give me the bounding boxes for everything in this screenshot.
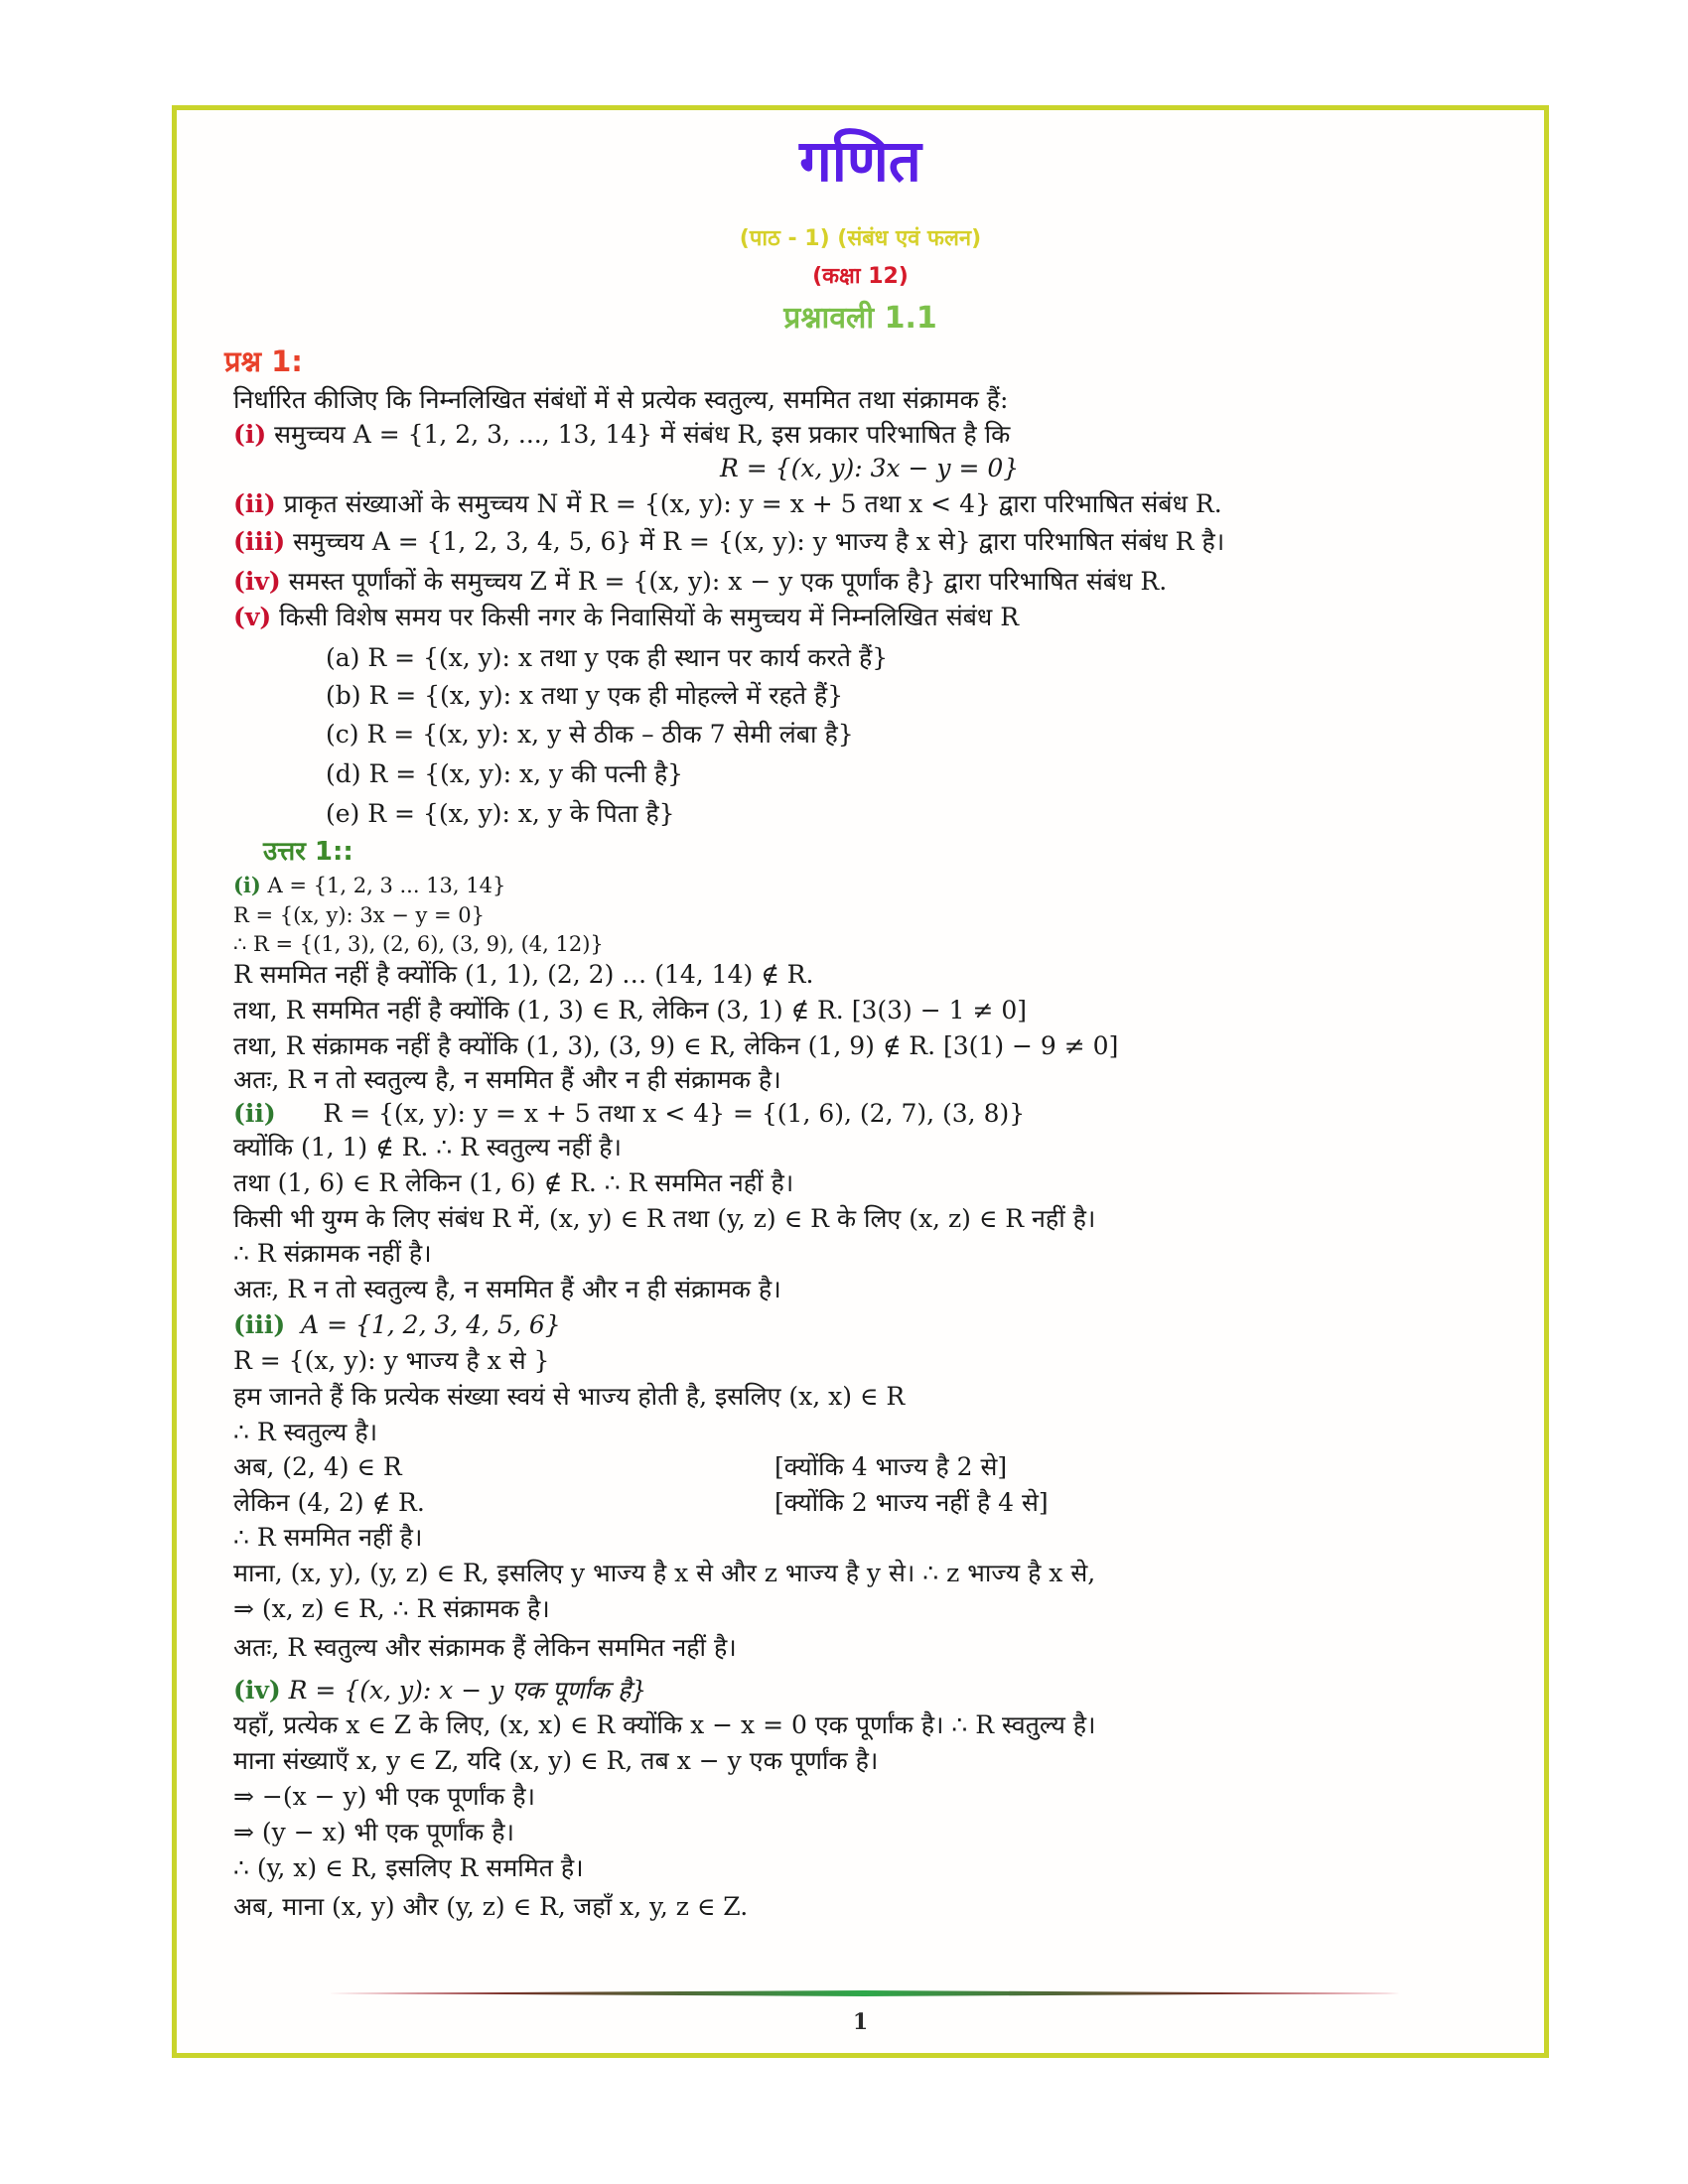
- answer-i-line: (i) A = {1, 2, 3 ... 13, 14}: [233, 873, 506, 897]
- subpart-b: (b) R = {(x, y): x तथा y एक ही मोहल्ले में रहते हैं}: [326, 681, 844, 710]
- answer-ii-line: क्योंकि (1, 1) ∉ R. ∴ R स्वतुल्य नहीं है।: [233, 1133, 622, 1161]
- part-text: समुच्चय A = {1, 2, 3, ..., 13, 14} में संबंध R, इस प्रकार परिभाषित है कि: [274, 420, 1011, 449]
- answer-iii-note: [क्योंकि 4 भाज्य है 2 से]: [774, 1452, 1008, 1481]
- part-text: समुच्चय A = {1, 2, 3, 4, 5, 6} में R = {(x, y): y भाज्य है x से} द्वारा परिभाषित संबंध R है।: [293, 527, 1225, 556]
- question-part-i-relation: R = {(x, y): 3x − y = 0}: [720, 454, 1020, 482]
- answer-iii-line: लेकिन (4, 2) ∉ R.: [233, 1488, 425, 1517]
- question-part-iv: [233, 566, 1167, 598]
- answer-i-line: अतः, R न तो स्वतुल्य है, न सममित हैं और न ही संक्रामक है।: [233, 1065, 781, 1094]
- answer-heading: उत्तर 1::: [263, 837, 353, 867]
- page-number: 1: [852, 2009, 869, 2035]
- question-heading: प्रश्न 1:: [224, 344, 303, 378]
- answer-iii-line: अतः, R स्वतुल्य और संक्रामक हैं लेकिन सममित नहीं है।: [233, 1633, 737, 1662]
- answer-i-line: तथा, R संक्रामक नहीं है क्योंकि (1, 3), (3, 9) ∈ R, लेकिन (1, 9) ∉ R. [3(1) − 9 ≠ 0]: [233, 1031, 1119, 1060]
- answer-iv-line: ⇒ (y − x) भी एक पूर्णांक है।: [233, 1818, 515, 1846]
- answer-ii-line: ∴ R संक्रामक नहीं है।: [233, 1239, 432, 1268]
- answer-iv-line: माना संख्याएँ x, y ∈ Z, यदि (x, y) ∈ R, तब x − y एक पूर्णांक है।: [233, 1746, 879, 1775]
- part-label: (iii): [233, 527, 286, 556]
- answer-iv-line: अब, माना (x, y) और (y, z) ∈ R, जहाँ x, y, z ∈ Z.: [233, 1892, 749, 1921]
- page-title: गणित: [799, 127, 921, 195]
- answer-iii-line: हम जानते हैं कि प्रत्येक संख्या स्वयं से भाज्य होती है, इसलिए (x, x) ∈ R: [233, 1382, 906, 1411]
- part-label: (iv): [233, 567, 281, 596]
- question-part-ii: [233, 488, 1222, 520]
- exercise-heading: प्रश्नावली 1.1: [783, 301, 937, 336]
- answer-i-line: R = {(x, y): 3x − y = 0}: [233, 903, 485, 927]
- answer-i-line: R सममित नहीं है क्योंकि (1, 1), (2, 2) … (14, 14) ∉ R.: [233, 960, 814, 989]
- answer-ii-line: किसी भी युग्म के लिए संबंध R में, (x, y) ∈ R तथा (y, z) ∈ R के लिए (x, z) ∈ R नहीं है।: [233, 1204, 1096, 1233]
- answer-iii-note: [क्योंकि 2 भाज्य नहीं है 4 से]: [774, 1488, 1049, 1517]
- answer-ii-line: (ii) R = {(x, y): y = x + 5 तथा x < 4} = {(1, 6), (2, 7), (3, 8)}: [233, 1099, 1026, 1128]
- part-text: किसी विशेष समय पर किसी नगर के निवासियों के समुच्चय में निम्नलिखित संबंध R: [279, 603, 1020, 631]
- answer-iii-line: ∴ R सममित नहीं है।: [233, 1523, 423, 1552]
- answer-iii-line: ⇒ (x, z) ∈ R, ∴ R संक्रामक है।: [233, 1594, 550, 1623]
- part-label: (ii): [233, 1099, 276, 1128]
- part-label: (i): [233, 873, 261, 897]
- answer-iv-line: (iv) R = {(x, y): x − y एक पूर्णांक है}: [233, 1676, 647, 1705]
- part-text: प्राकृत संख्याओं के समुच्चय N में R = {(x, y): y = x + 5 तथा x < 4} द्वारा परिभाषित संबंध R.: [283, 489, 1222, 518]
- part-label: (iv): [233, 1676, 281, 1705]
- answer-iii-line: ∴ R स्वतुल्य है।: [233, 1418, 378, 1446]
- answer-iii-line: अब, (2, 4) ∈ R: [233, 1452, 402, 1481]
- question-part-v: [233, 602, 1019, 633]
- answer-iii-line: माना, (x, y), (y, z) ∈ R, इसलिए y भाज्य है x से और z भाज्य है y से। ∴ z भाज्य है x से,: [233, 1559, 1096, 1587]
- part-label: (i): [233, 420, 267, 449]
- answer-iv-line: यहाँ, प्रत्येक x ∈ Z के लिए, (x, x) ∈ R क्योंकि x − x = 0 एक पूर्णांक है। ∴ R स्वतुल्य है।: [233, 1710, 1096, 1739]
- subpart-c: (c) R = {(x, y): x, y से ठीक – ठीक 7 सेमी लंबा है}: [326, 720, 854, 749]
- part-label: (iii): [233, 1310, 286, 1339]
- subpart-d: (d) R = {(x, y): x, y की पत्नी है}: [326, 759, 684, 788]
- subpart-a: (a) R = {(x, y): x तथा y एक ही स्थान पर कार्य करते हैं}: [326, 643, 889, 672]
- answer-iii-line: R = {(x, y): y भाज्य है x से }: [233, 1346, 550, 1375]
- part-label: (ii): [233, 489, 276, 518]
- answer-i-line: ∴ R = {(1, 3), (2, 6), (3, 9), (4, 12)}: [233, 932, 604, 956]
- chapter-subtitle: (पाठ - 1) (संबंध एवं फलन): [739, 226, 982, 251]
- answer-i-line: तथा, R सममित नहीं है क्योंकि (1, 3) ∈ R, लेकिन (3, 1) ∉ R. [3(3) − 1 ≠ 0]: [233, 996, 1028, 1024]
- question-part-iii: [233, 526, 1224, 558]
- question-intro: निर्धारित कीजिए कि निम्नलिखित संबंधों में से प्रत्येक स्वतुल्य, सममित तथा संक्रामक हैं:: [233, 385, 1009, 414]
- answer-ii-line: तथा (1, 6) ∈ R लेकिन (1, 6) ∉ R. ∴ R सममित नहीं है।: [233, 1168, 794, 1197]
- answer-iii-line: (iii) A = {1, 2, 3, 4, 5, 6}: [233, 1310, 561, 1339]
- part-text: समस्त पूर्णांकों के समुच्चय Z में R = {(x, y): x − y एक पूर्णांक है} द्वारा परिभाषित संबंध R.: [288, 567, 1168, 596]
- answer-iv-line: ∴ (y, x) ∈ R, इसलिए R सममित है।: [233, 1853, 584, 1882]
- question-part-i: [233, 419, 1010, 451]
- part-label: (v): [233, 603, 272, 631]
- answer-iv-line: ⇒ −(x − y) भी एक पूर्णांक है।: [233, 1782, 535, 1811]
- class-label: (कक्षा 12): [812, 264, 909, 289]
- answer-ii-line: अतः, R न तो स्वतुल्य है, न सममित हैं और न ही संक्रामक है।: [233, 1275, 781, 1303]
- subpart-e: (e) R = {(x, y): x, y के पिता है}: [326, 799, 675, 828]
